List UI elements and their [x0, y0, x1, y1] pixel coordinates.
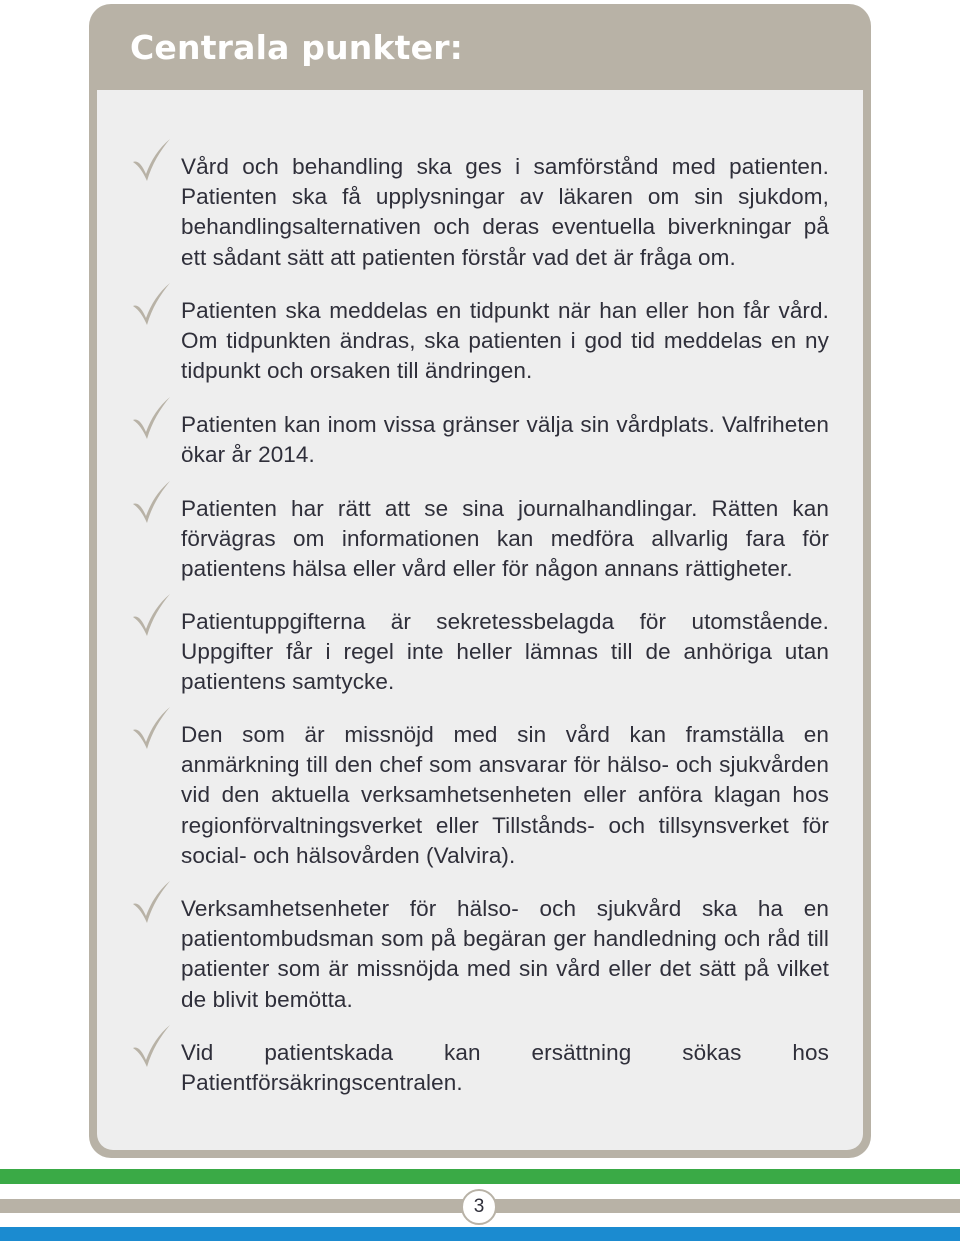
point-text: Patienten kan inom vissa gränser välja sin vårdplats. Valfriheten ökar år 2014. — [181, 412, 829, 468]
point-text: Patienten ska meddelas en tidpunkt när han eller hon får vård. Om tidpunkten ändras, ska patienten i god tid meddelas en ny tidpunkt och orsaken till ändringen. — [181, 298, 829, 384]
key-points-panel — [89, 4, 871, 1158]
checkmark-icon — [131, 880, 171, 924]
checkmark-icon — [131, 396, 171, 440]
point-text: Patientuppgifterna är sekretessbelagda för utomstående. Uppgifter får i regel inte heller lämnas till de anhöriga utan patientens samtycke. — [181, 609, 829, 695]
checkmark-icon — [131, 593, 171, 637]
point-text: Verksamhetsenheter för hälso- och sjukvård ska ha en patientombudsman som på begäran ger handledning och råd till patienter som är missnöjda med sin vård eller det sätt på vilket de blivit bemötta. — [181, 896, 829, 1012]
checkmark-icon — [131, 138, 171, 182]
footer-stripe-blue — [0, 1227, 960, 1241]
point-text: Patienten har rätt att se sina journalhandlingar. Rätten kan förvägras om informationen kan medföra allvarlig fara för patientens hälsa eller vård eller för någon annans rättigheter. — [181, 496, 829, 582]
checkmark-icon — [131, 706, 171, 750]
footer-stripe-green — [0, 1169, 960, 1184]
panel-body — [97, 90, 863, 1150]
point-text: Den som är missnöjd med sin vård kan framställa en anmärkning till den chef som ansvarar för hälso- och sjukvården vid den aktuella verksamhetsenheten eller anföra klagan hos regionförvaltningsverket eller Tillstånds- och tillsynsverket för social- och hälsovården (Valvira). — [181, 722, 829, 868]
point-text: Vård och behandling ska ges i samförstånd med patienten. Patienten ska få upplysningar av läkaren om sin sjukdom, behandlingsalternativen och deras eventuella biverkningar på ett sådant sätt att patienten förstår vad det är fråga om. — [181, 154, 829, 270]
point-text: Vid patientskada kan ersättning sökas hos Patientförsäkringscentralen. — [181, 1040, 829, 1096]
checkmark-icon — [131, 1024, 171, 1068]
checkmark-icon — [131, 480, 171, 524]
panel-title: Centrala punkter: — [130, 28, 464, 67]
checkmark-icon — [131, 282, 171, 326]
page-number: 3 — [461, 1189, 497, 1225]
